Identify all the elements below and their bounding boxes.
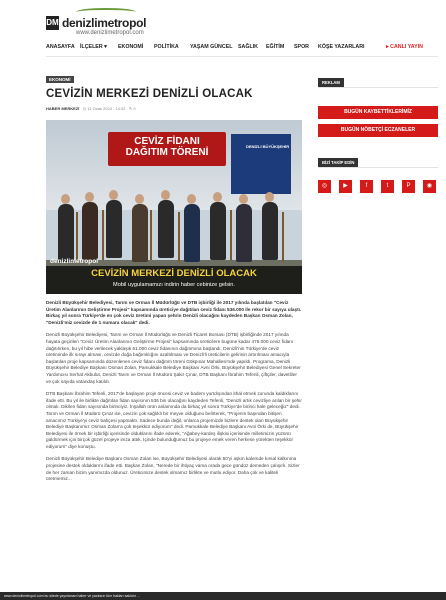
person-figure bbox=[158, 200, 174, 258]
author-name[interactable]: HABER MERKEZİ bbox=[46, 106, 80, 111]
article-date: 11 Ocak 2024 - 14:32 bbox=[87, 106, 126, 111]
article-paragraph: Denizli Büyükşehir Belediye Başkanı Osman Zolan ise, Büyükşehir Belediyesi olarak 50'yi aşkın kalemde kırsal kalkınma projesine destek olduklarını ifade etti. Başkan Zolan, "Nerede bir ihtiyaç varsa orada gece gündüz demeden çalışırk. Sizler de her zaman bizim yanımızda oldunuz. Üreticimize destek olmamız birlikte ve mutlu ediyor. Daha çok ve kaliteli üretmemiz... bbox=[46, 456, 300, 482]
nav-item-home[interactable]: ANASAYFA bbox=[46, 44, 75, 50]
youtube-icon[interactable]: ▶ bbox=[339, 180, 352, 193]
sidebar-divider bbox=[318, 87, 438, 88]
live-stream-link[interactable]: ▸ CANLI YAYIN bbox=[386, 44, 423, 50]
caption-subtitle: Mobil uygulamamızı indirin haber cebinize gelsin. bbox=[113, 282, 235, 288]
person-figure bbox=[210, 202, 226, 260]
sidebar-divider bbox=[318, 167, 438, 168]
person-figure bbox=[106, 200, 122, 258]
sapling bbox=[282, 212, 284, 262]
nav-item-education[interactable]: EĞİTİM bbox=[266, 44, 285, 50]
twitter-icon[interactable]: t bbox=[381, 180, 394, 193]
category-badge[interactable]: EKONOMİ bbox=[46, 76, 74, 83]
sapling bbox=[102, 210, 104, 260]
sapling bbox=[76, 212, 78, 262]
sidebar-section-label: REKLAM bbox=[318, 78, 344, 87]
facebook-icon[interactable]: f bbox=[360, 180, 373, 193]
article-paragraph: DTB Başkanı İbrahim Tefenli, 2017'de başlayan proje öncesi ceviz ve badem yurtdışından ithal etmek zorunda kaldıklarını ifade etti. Bu yıl ile birlikte dağıtılan fidan sayısının 536 bin olacağını kaydeden Tefenli, "Denizli artık cevizliye arılan bir şehir olmalı. Dikilen fidan sayısında birinciyiz. İnşallah ürün anlamında da birkaç yıl sonra Türkiye'de birinci hale geleceğiz" dedi. Tarım ve Orman İl Müdürü Çınar ise, cevizin çok sağlıklı bir meyve olduğunu belirterek, "Projenin başından bitişen amacımız Türkiye'yi ceviz bahçesi yapmaktı. Sadece bunda değil, onlarca projemizde bizlere destek olan Büyükşehir Belediye Başkanımız Osman Zolan'a çok teşekkür ediyorum" dedi. Pamukkale Belediye Başkanı Avni Örki de, Büyükşehir Belediyesi ile örnek bir işbirliği içerisinde olduklarını ifade ederek, "Ağabey-kardeş ilişkisi içerisinde milletimizin yüzünü güldürmek için birçok güzel projeye imza attık. İçinde bulunduğumuz bu projeye emek veren herkese yürekten teşekkür ediyorum" diye konuştu. bbox=[46, 391, 302, 449]
caption-brand: denizlimetropol bbox=[50, 258, 99, 265]
photo-caption-bar bbox=[46, 258, 302, 294]
article-title: CEVİZİN MERKEZİ DENİZLİ OLACAK bbox=[46, 88, 253, 100]
article-meta bbox=[46, 106, 136, 111]
nav-item-districts[interactable]: İLÇELER ▾ bbox=[80, 44, 107, 50]
pharmacies-button[interactable]: BUGÜN NÖBETÇİ ECZANELER bbox=[318, 124, 438, 137]
nav-item-health[interactable]: SAĞLIK bbox=[238, 44, 259, 50]
person-figure bbox=[262, 202, 278, 260]
comment-icon: ✎ bbox=[128, 106, 133, 111]
rss-icon[interactable]: ◉ bbox=[423, 180, 436, 193]
site-logo[interactable] bbox=[46, 8, 156, 38]
clock-icon: ◷ bbox=[82, 106, 87, 111]
article-paragraph: Denizli Büyükşehir Belediyesi, Tarım ve Orman İl Müdürlüğü ve Denizli Ticaret Borsası (DTB) işbirliğinde 2017 yılında hayata geçirilen "Ceviz Üretim Alanlarının Geliştirme Projesi" kapsamında üreticilere bugüne kadar 476.000 ceviz fidanı dağıtılırken, bu yıl hibe verilecek yaklaşık 61.000 ceviz fidanının dağıtımına başlandı. Denizli'nin Türkiye'de ceviz üretiminde ilk sırayı alması, cevizde doğa bağımlılığını azaltılması ve Denizli'li üreticilerin gelirinin artırılması amacıyla başlatılan proje kapsamında düzenlenen ceviz fidanı dağıtım töreni Gökpınar Mahallesi'nde yapıldı. Programa, Denizli Büyükşehir Belediye Başkanı Osman Zolan, Pamukkale Belediye Başkanı Avni Örki, Büyükşehir Belediyesi Genel Sekreter Yardımcısı Serhat Akbulut, Denizli Tarım ve Orman İl Müdürü Şakir Çınar, DTB Başkanı İbrahim Tefenli, çiftçiler, davetliler ve çok sayıda vatandaş katıldı. bbox=[46, 332, 301, 384]
live-dot-icon: ▸ bbox=[386, 44, 391, 50]
ceremony-banner-text: CEVİZ FİDANI DAĞITIM TÖRENİ bbox=[125, 136, 209, 158]
article-lead: Denizli Büyükşehir Belediyesi, Tarım ve Orman İl Müdürlüğü ve DTB işbirliği ile 2017 yılında başlatılan "Ceviz Üretim Alanlarının Geliştirme Projesi" kapsamında üreticiye dağıtılan ceviz fidanı 536.000 ile rekor bir sayıya ulaştı. Birkaç yıl sonra Türkiye'de en çok ceviz üretimi yapan şehrin Denizli olacağını kaydeden Başkan Osman Zolan, "Denizli'miz cevizde de 1 numara olacak" dedi. bbox=[46, 300, 302, 325]
sapling bbox=[178, 212, 180, 262]
pinterest-icon[interactable]: P bbox=[402, 180, 415, 193]
person-figure bbox=[132, 204, 148, 262]
leaf-icon bbox=[76, 8, 136, 16]
obituaries-button[interactable]: BUGÜN KAYBETTİKLERİMİZ bbox=[318, 106, 438, 119]
main-nav bbox=[46, 44, 438, 54]
logo-subtext: www.denizlimetropol.com bbox=[76, 30, 144, 36]
sapling bbox=[230, 210, 232, 260]
logo-text: denizlimetropol bbox=[62, 16, 147, 30]
person-figure bbox=[82, 202, 98, 260]
follow-us-label: BİZİ TAKİP EDİN bbox=[318, 158, 358, 167]
article-body bbox=[46, 300, 302, 489]
person-figure bbox=[184, 204, 200, 262]
nav-item-economy[interactable]: EKONOMİ bbox=[118, 44, 144, 50]
article-photo bbox=[46, 120, 302, 294]
nav-item-sports[interactable]: SPOR bbox=[294, 44, 310, 50]
caption-title: CEVİZİN MERKEZİ DENİZLİ OLACAK bbox=[91, 268, 257, 279]
comment-count[interactable]: 0 bbox=[133, 106, 136, 111]
instagram-icon[interactable]: ◎ bbox=[318, 180, 331, 193]
municipality-stand-text: DENİZLİ BÜYÜKŞEHİR bbox=[246, 144, 290, 149]
sapling bbox=[150, 210, 152, 260]
nav-item-politics[interactable]: POLİTİKA bbox=[154, 44, 179, 50]
footer-strip: www.denizlimetropol.com bu sitede yayınlanan haber ve yazıların tüm hakları saklıdır ... bbox=[0, 592, 446, 600]
municipality-stand bbox=[231, 134, 291, 194]
nav-item-life[interactable]: YAŞAM GÜNCEL bbox=[190, 44, 233, 50]
logo-mark-icon: DM bbox=[46, 16, 59, 30]
person-figure bbox=[236, 204, 252, 262]
nav-divider bbox=[46, 56, 438, 57]
person-figure bbox=[58, 204, 74, 262]
nav-item-columnists[interactable]: KÖŞE YAZARLARI bbox=[318, 44, 365, 50]
